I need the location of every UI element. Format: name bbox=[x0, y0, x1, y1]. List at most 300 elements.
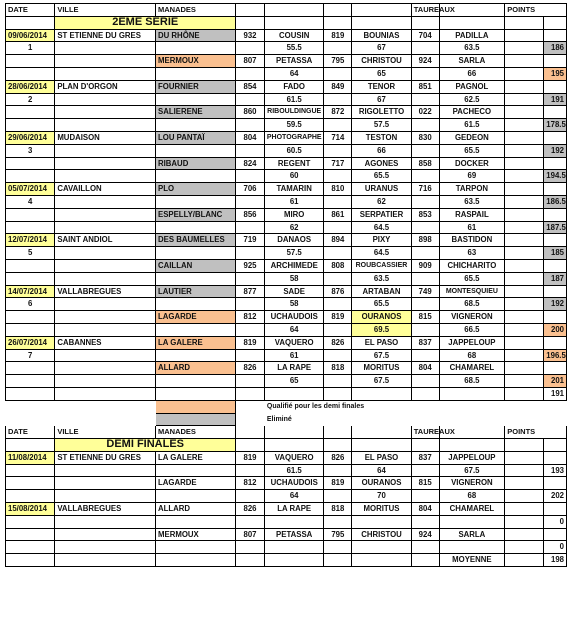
cell bbox=[505, 413, 544, 426]
cell bbox=[544, 400, 567, 413]
bull-name: PIXY bbox=[352, 234, 412, 247]
manade-row bbox=[6, 157, 567, 170]
score-row bbox=[6, 247, 567, 260]
bull-number: 818 bbox=[324, 503, 352, 516]
cell bbox=[264, 4, 324, 17]
manade-points: 194.5 bbox=[544, 170, 567, 183]
cell bbox=[324, 375, 352, 388]
cell bbox=[236, 195, 265, 208]
cell bbox=[236, 490, 265, 503]
cell bbox=[544, 106, 567, 119]
manade-points: 202 bbox=[544, 490, 567, 503]
cell bbox=[544, 362, 567, 375]
cell bbox=[55, 259, 156, 272]
bull-number: 826 bbox=[324, 336, 352, 349]
section-title-row bbox=[6, 439, 567, 452]
bull-score: 65 bbox=[264, 375, 324, 388]
bull-number: 717 bbox=[324, 157, 352, 170]
score-row bbox=[6, 464, 567, 477]
header-taureaux: TAUREAUX bbox=[411, 426, 439, 439]
bull-name: CHRISTOU bbox=[352, 55, 412, 68]
bull-number: 812 bbox=[236, 311, 265, 324]
cell bbox=[6, 106, 55, 119]
manade-row bbox=[6, 106, 567, 119]
bull-score: 68.5 bbox=[439, 298, 505, 311]
cell bbox=[505, 323, 544, 336]
manade-points: 178.5 bbox=[544, 119, 567, 132]
cell bbox=[236, 119, 265, 132]
bull-name: MONTESQUIEU bbox=[439, 285, 505, 298]
bull-score bbox=[352, 541, 412, 554]
cell bbox=[411, 247, 439, 260]
bull-score: 65 bbox=[352, 67, 412, 80]
cell bbox=[505, 554, 544, 567]
legend-qualified-swatch bbox=[156, 400, 236, 413]
cell bbox=[6, 55, 55, 68]
bull-number: 819 bbox=[236, 336, 265, 349]
cell bbox=[55, 477, 156, 490]
bull-score: 61.5 bbox=[264, 464, 324, 477]
score-row bbox=[6, 349, 567, 362]
bull-name: PAGNOL bbox=[439, 80, 505, 93]
bull-name: MORITUS bbox=[352, 362, 412, 375]
cell bbox=[236, 42, 265, 55]
cell bbox=[411, 375, 439, 388]
cell bbox=[156, 119, 236, 132]
cell bbox=[544, 439, 567, 452]
bull-number: 872 bbox=[324, 106, 352, 119]
cell bbox=[411, 541, 439, 554]
cell bbox=[411, 323, 439, 336]
bull-score: 58 bbox=[264, 298, 324, 311]
cell bbox=[544, 183, 567, 196]
bull-score: 69.5 bbox=[352, 323, 412, 336]
cell bbox=[6, 400, 55, 413]
bull-score: 61 bbox=[264, 349, 324, 362]
race-date: 14/07/2014 bbox=[6, 285, 55, 298]
bull-score: 60.5 bbox=[264, 144, 324, 157]
cell bbox=[505, 119, 544, 132]
header-date: DATE bbox=[6, 426, 55, 439]
bull-name: VIGNERON bbox=[439, 477, 505, 490]
cell bbox=[324, 247, 352, 260]
score-row bbox=[6, 144, 567, 157]
manade-row bbox=[6, 311, 567, 324]
cell bbox=[236, 515, 265, 528]
cell bbox=[236, 541, 265, 554]
moyenne-label: MOYENNE bbox=[439, 554, 505, 567]
bull-score bbox=[439, 541, 505, 554]
cell bbox=[156, 554, 236, 567]
bull-score: 68 bbox=[439, 490, 505, 503]
cell bbox=[264, 439, 324, 452]
legend-eliminated-text: Eliminé bbox=[266, 415, 292, 423]
bull-name: TENOR bbox=[352, 80, 412, 93]
manade-row bbox=[6, 362, 567, 375]
bull-name: CHRISTOU bbox=[352, 528, 412, 541]
cell bbox=[411, 272, 439, 285]
cell bbox=[324, 515, 352, 528]
bull-number: 860 bbox=[236, 106, 265, 119]
cell bbox=[55, 387, 156, 400]
cell bbox=[55, 375, 156, 388]
bull-name: GEDEON bbox=[439, 131, 505, 144]
bull-score: 65.5 bbox=[352, 170, 412, 183]
moyenne-value: 198 bbox=[544, 554, 567, 567]
cell bbox=[544, 451, 567, 464]
bull-number: 815 bbox=[411, 477, 439, 490]
bull-name: RASPAIL bbox=[439, 208, 505, 221]
cell bbox=[324, 195, 352, 208]
cell bbox=[439, 413, 505, 426]
bull-name: TARPON bbox=[439, 183, 505, 196]
bull-name: VAQUERO bbox=[264, 336, 324, 349]
bull-number: 812 bbox=[236, 477, 265, 490]
cell bbox=[156, 349, 236, 362]
manade-points: 201 bbox=[544, 375, 567, 388]
cell bbox=[55, 311, 156, 324]
manade-name: RIBAUD bbox=[156, 157, 236, 170]
manade-points: 192 bbox=[544, 298, 567, 311]
bull-score: 65.5 bbox=[439, 272, 505, 285]
cell bbox=[324, 387, 352, 400]
manade-name: LA GALERE bbox=[156, 451, 236, 464]
manade-name: MERMOUX bbox=[156, 55, 236, 68]
cell bbox=[544, 80, 567, 93]
cell bbox=[544, 311, 567, 324]
cell bbox=[236, 221, 265, 234]
score-row bbox=[6, 195, 567, 208]
cell bbox=[55, 515, 156, 528]
bull-number: 704 bbox=[411, 29, 439, 42]
cell bbox=[352, 554, 412, 567]
cell bbox=[324, 554, 352, 567]
cell bbox=[156, 541, 236, 554]
score-row bbox=[6, 490, 567, 503]
cell bbox=[324, 464, 352, 477]
cell bbox=[324, 349, 352, 362]
cell bbox=[352, 439, 412, 452]
race-date: 29/06/2014 bbox=[6, 131, 55, 144]
results-table bbox=[5, 3, 567, 567]
bull-score: 65.5 bbox=[439, 144, 505, 157]
manade-row bbox=[6, 55, 567, 68]
cell bbox=[264, 387, 324, 400]
cell bbox=[236, 413, 265, 426]
bull-name: UCHAUDOIS bbox=[264, 477, 324, 490]
cell bbox=[236, 323, 265, 336]
bull-score bbox=[439, 515, 505, 528]
cell bbox=[411, 93, 439, 106]
bull-score: 60 bbox=[264, 170, 324, 183]
bull-number: 894 bbox=[324, 234, 352, 247]
bull-number: 795 bbox=[324, 55, 352, 68]
cell bbox=[6, 541, 55, 554]
cell bbox=[6, 157, 55, 170]
cell bbox=[6, 413, 55, 426]
moyenne-row bbox=[6, 554, 567, 567]
cell bbox=[55, 67, 156, 80]
cell bbox=[324, 426, 352, 439]
cell bbox=[6, 170, 55, 183]
cell bbox=[6, 119, 55, 132]
bull-number: 807 bbox=[236, 55, 265, 68]
race-number: 1 bbox=[6, 42, 55, 55]
race-date: 28/06/2014 bbox=[6, 80, 55, 93]
header-manades: MANADES bbox=[156, 4, 236, 17]
header-taureaux: TAUREAUX bbox=[411, 4, 439, 17]
bull-number: 876 bbox=[324, 285, 352, 298]
cell bbox=[264, 554, 324, 567]
cell bbox=[439, 400, 505, 413]
bull-number: 804 bbox=[411, 503, 439, 516]
cell bbox=[55, 195, 156, 208]
bull-score: 61 bbox=[264, 195, 324, 208]
cell bbox=[544, 413, 567, 426]
manade-row bbox=[6, 259, 567, 272]
results-sheet bbox=[5, 3, 567, 567]
bull-number: 837 bbox=[411, 451, 439, 464]
bull-score bbox=[352, 515, 412, 528]
cell bbox=[324, 93, 352, 106]
manade-name: LA GALERE bbox=[156, 336, 236, 349]
bull-name: SADE bbox=[264, 285, 324, 298]
cell bbox=[505, 144, 544, 157]
cell bbox=[55, 208, 156, 221]
manade-name: LAGARDE bbox=[156, 477, 236, 490]
bull-score: 64 bbox=[352, 464, 412, 477]
bull-score: 64.5 bbox=[352, 247, 412, 260]
cell bbox=[6, 477, 55, 490]
cell bbox=[544, 157, 567, 170]
cell bbox=[505, 157, 544, 170]
race-date: 11/08/2014 bbox=[6, 451, 55, 464]
bull-number: 854 bbox=[236, 80, 265, 93]
bull-score: 64 bbox=[264, 323, 324, 336]
bull-name: ARCHIMEDE bbox=[264, 259, 324, 272]
race-number: 3 bbox=[6, 144, 55, 157]
cell bbox=[236, 247, 265, 260]
manade-name: MERMOUX bbox=[156, 528, 236, 541]
section-title: DEMI FINALES bbox=[55, 439, 236, 452]
bull-name: EL PASO bbox=[352, 336, 412, 349]
bull-number: 804 bbox=[411, 362, 439, 375]
race-ville: VALLABREGUES bbox=[55, 285, 156, 298]
score-row bbox=[6, 541, 567, 554]
bull-number: 719 bbox=[236, 234, 265, 247]
manade-name: LAUTIER bbox=[156, 285, 236, 298]
race-date: 05/07/2014 bbox=[6, 183, 55, 196]
bull-name: OURANOS bbox=[352, 311, 412, 324]
bull-score: 55.5 bbox=[264, 42, 324, 55]
legend-row bbox=[6, 413, 567, 426]
bull-score bbox=[264, 541, 324, 554]
score-row bbox=[6, 298, 567, 311]
bull-name: JAPPELOUP bbox=[439, 336, 505, 349]
bull-score: 58 bbox=[264, 272, 324, 285]
cell bbox=[505, 183, 544, 196]
bull-score: 61 bbox=[439, 221, 505, 234]
cell bbox=[55, 247, 156, 260]
cell bbox=[505, 515, 544, 528]
cell bbox=[156, 515, 236, 528]
cell bbox=[505, 67, 544, 80]
score-row bbox=[6, 67, 567, 80]
cell bbox=[544, 503, 567, 516]
cell bbox=[264, 16, 324, 29]
bull-number: 819 bbox=[324, 477, 352, 490]
cell bbox=[156, 42, 236, 55]
bull-score: 69 bbox=[439, 170, 505, 183]
cell bbox=[505, 272, 544, 285]
cell bbox=[55, 221, 156, 234]
cell bbox=[55, 157, 156, 170]
bull-name: RIGOLETTO bbox=[352, 106, 412, 119]
cell bbox=[6, 439, 55, 452]
cell bbox=[324, 323, 352, 336]
bull-score: 67.5 bbox=[352, 375, 412, 388]
cell bbox=[411, 439, 439, 452]
bull-name: AGONES bbox=[352, 157, 412, 170]
race-ville: CABANNES bbox=[55, 336, 156, 349]
score-row bbox=[6, 515, 567, 528]
bull-name: EL PASO bbox=[352, 451, 412, 464]
cell bbox=[6, 67, 55, 80]
cell bbox=[505, 208, 544, 221]
race-date: 09/06/2014 bbox=[6, 29, 55, 42]
cell bbox=[505, 375, 544, 388]
cell bbox=[411, 144, 439, 157]
bull-score: 68 bbox=[439, 349, 505, 362]
bull-number: 830 bbox=[411, 131, 439, 144]
manade-name: ESPELLY/BLANC bbox=[156, 208, 236, 221]
manade-name: DU RHÔNE bbox=[156, 29, 236, 42]
race-date: 26/07/2014 bbox=[6, 336, 55, 349]
bull-name: OURANOS bbox=[352, 477, 412, 490]
header-date: DATE bbox=[6, 4, 55, 17]
cell bbox=[505, 16, 544, 29]
cell bbox=[55, 42, 156, 55]
cell bbox=[55, 170, 156, 183]
manade-name: PLO bbox=[156, 183, 236, 196]
bull-number: 898 bbox=[411, 234, 439, 247]
cell bbox=[6, 375, 55, 388]
cell bbox=[324, 16, 352, 29]
score-row bbox=[6, 375, 567, 388]
cell bbox=[505, 362, 544, 375]
manade-points: 192 bbox=[544, 144, 567, 157]
bull-number: 716 bbox=[411, 183, 439, 196]
cell bbox=[544, 29, 567, 42]
bull-number: 706 bbox=[236, 183, 265, 196]
cell bbox=[156, 272, 236, 285]
cell bbox=[324, 541, 352, 554]
header-points: POINTS bbox=[505, 426, 567, 439]
manade-points: 195 bbox=[544, 67, 567, 80]
race-ville: ST ETIENNE DU GRES bbox=[55, 451, 156, 464]
race-ville: SAINT ANDIOL bbox=[55, 234, 156, 247]
manade-points: 0 bbox=[544, 541, 567, 554]
cell bbox=[156, 375, 236, 388]
cell bbox=[411, 221, 439, 234]
bull-score: 62.5 bbox=[439, 93, 505, 106]
cell bbox=[439, 387, 505, 400]
bull-score: 62 bbox=[264, 221, 324, 234]
cell bbox=[544, 131, 567, 144]
bull-name: SARLA bbox=[439, 528, 505, 541]
bull-number: 815 bbox=[411, 311, 439, 324]
section-title-row bbox=[6, 16, 567, 29]
cell bbox=[55, 554, 156, 567]
bull-number: 826 bbox=[236, 362, 265, 375]
bull-score bbox=[264, 515, 324, 528]
score-row bbox=[6, 170, 567, 183]
cell bbox=[505, 29, 544, 42]
cell bbox=[505, 234, 544, 247]
bull-number: 837 bbox=[411, 336, 439, 349]
cell bbox=[411, 515, 439, 528]
cell bbox=[505, 528, 544, 541]
cell bbox=[6, 259, 55, 272]
cell bbox=[505, 93, 544, 106]
bull-number: 819 bbox=[324, 29, 352, 42]
bull-name: ROUBCASSIER bbox=[352, 259, 412, 272]
cell bbox=[55, 400, 156, 413]
cell bbox=[156, 464, 236, 477]
bull-number: 022 bbox=[411, 106, 439, 119]
bull-score: 63.5 bbox=[439, 195, 505, 208]
cell bbox=[236, 426, 265, 439]
bull-name: URANUS bbox=[352, 183, 412, 196]
cell bbox=[156, 195, 236, 208]
cell bbox=[324, 67, 352, 80]
cell bbox=[156, 387, 236, 400]
cell bbox=[6, 323, 55, 336]
bull-number: 932 bbox=[236, 29, 265, 42]
bull-score: 65.5 bbox=[352, 298, 412, 311]
legend-row bbox=[6, 400, 567, 413]
bull-number: 853 bbox=[411, 208, 439, 221]
cell bbox=[411, 170, 439, 183]
manade-points: 0 bbox=[544, 515, 567, 528]
cell bbox=[156, 144, 236, 157]
cell bbox=[505, 387, 544, 400]
bull-score: 68.5 bbox=[439, 375, 505, 388]
cell bbox=[236, 144, 265, 157]
bull-name: MIRO bbox=[264, 208, 324, 221]
bull-number: 795 bbox=[324, 528, 352, 541]
bull-number: 856 bbox=[236, 208, 265, 221]
cell bbox=[324, 119, 352, 132]
cell bbox=[324, 272, 352, 285]
cell bbox=[505, 490, 544, 503]
manade-points: 186.5 bbox=[544, 195, 567, 208]
bull-name: TAMARIN bbox=[264, 183, 324, 196]
bull-number: 909 bbox=[411, 259, 439, 272]
cell bbox=[324, 42, 352, 55]
cell bbox=[544, 477, 567, 490]
bull-number: 858 bbox=[411, 157, 439, 170]
bull-score: 64 bbox=[264, 67, 324, 80]
race-number: 6 bbox=[6, 298, 55, 311]
cell bbox=[6, 490, 55, 503]
bull-score: 59.5 bbox=[264, 119, 324, 132]
cell bbox=[236, 272, 265, 285]
bull-name: PHOTOGRAPHE bbox=[264, 131, 324, 144]
race-number: 4 bbox=[6, 195, 55, 208]
cell bbox=[544, 208, 567, 221]
cell bbox=[6, 387, 55, 400]
